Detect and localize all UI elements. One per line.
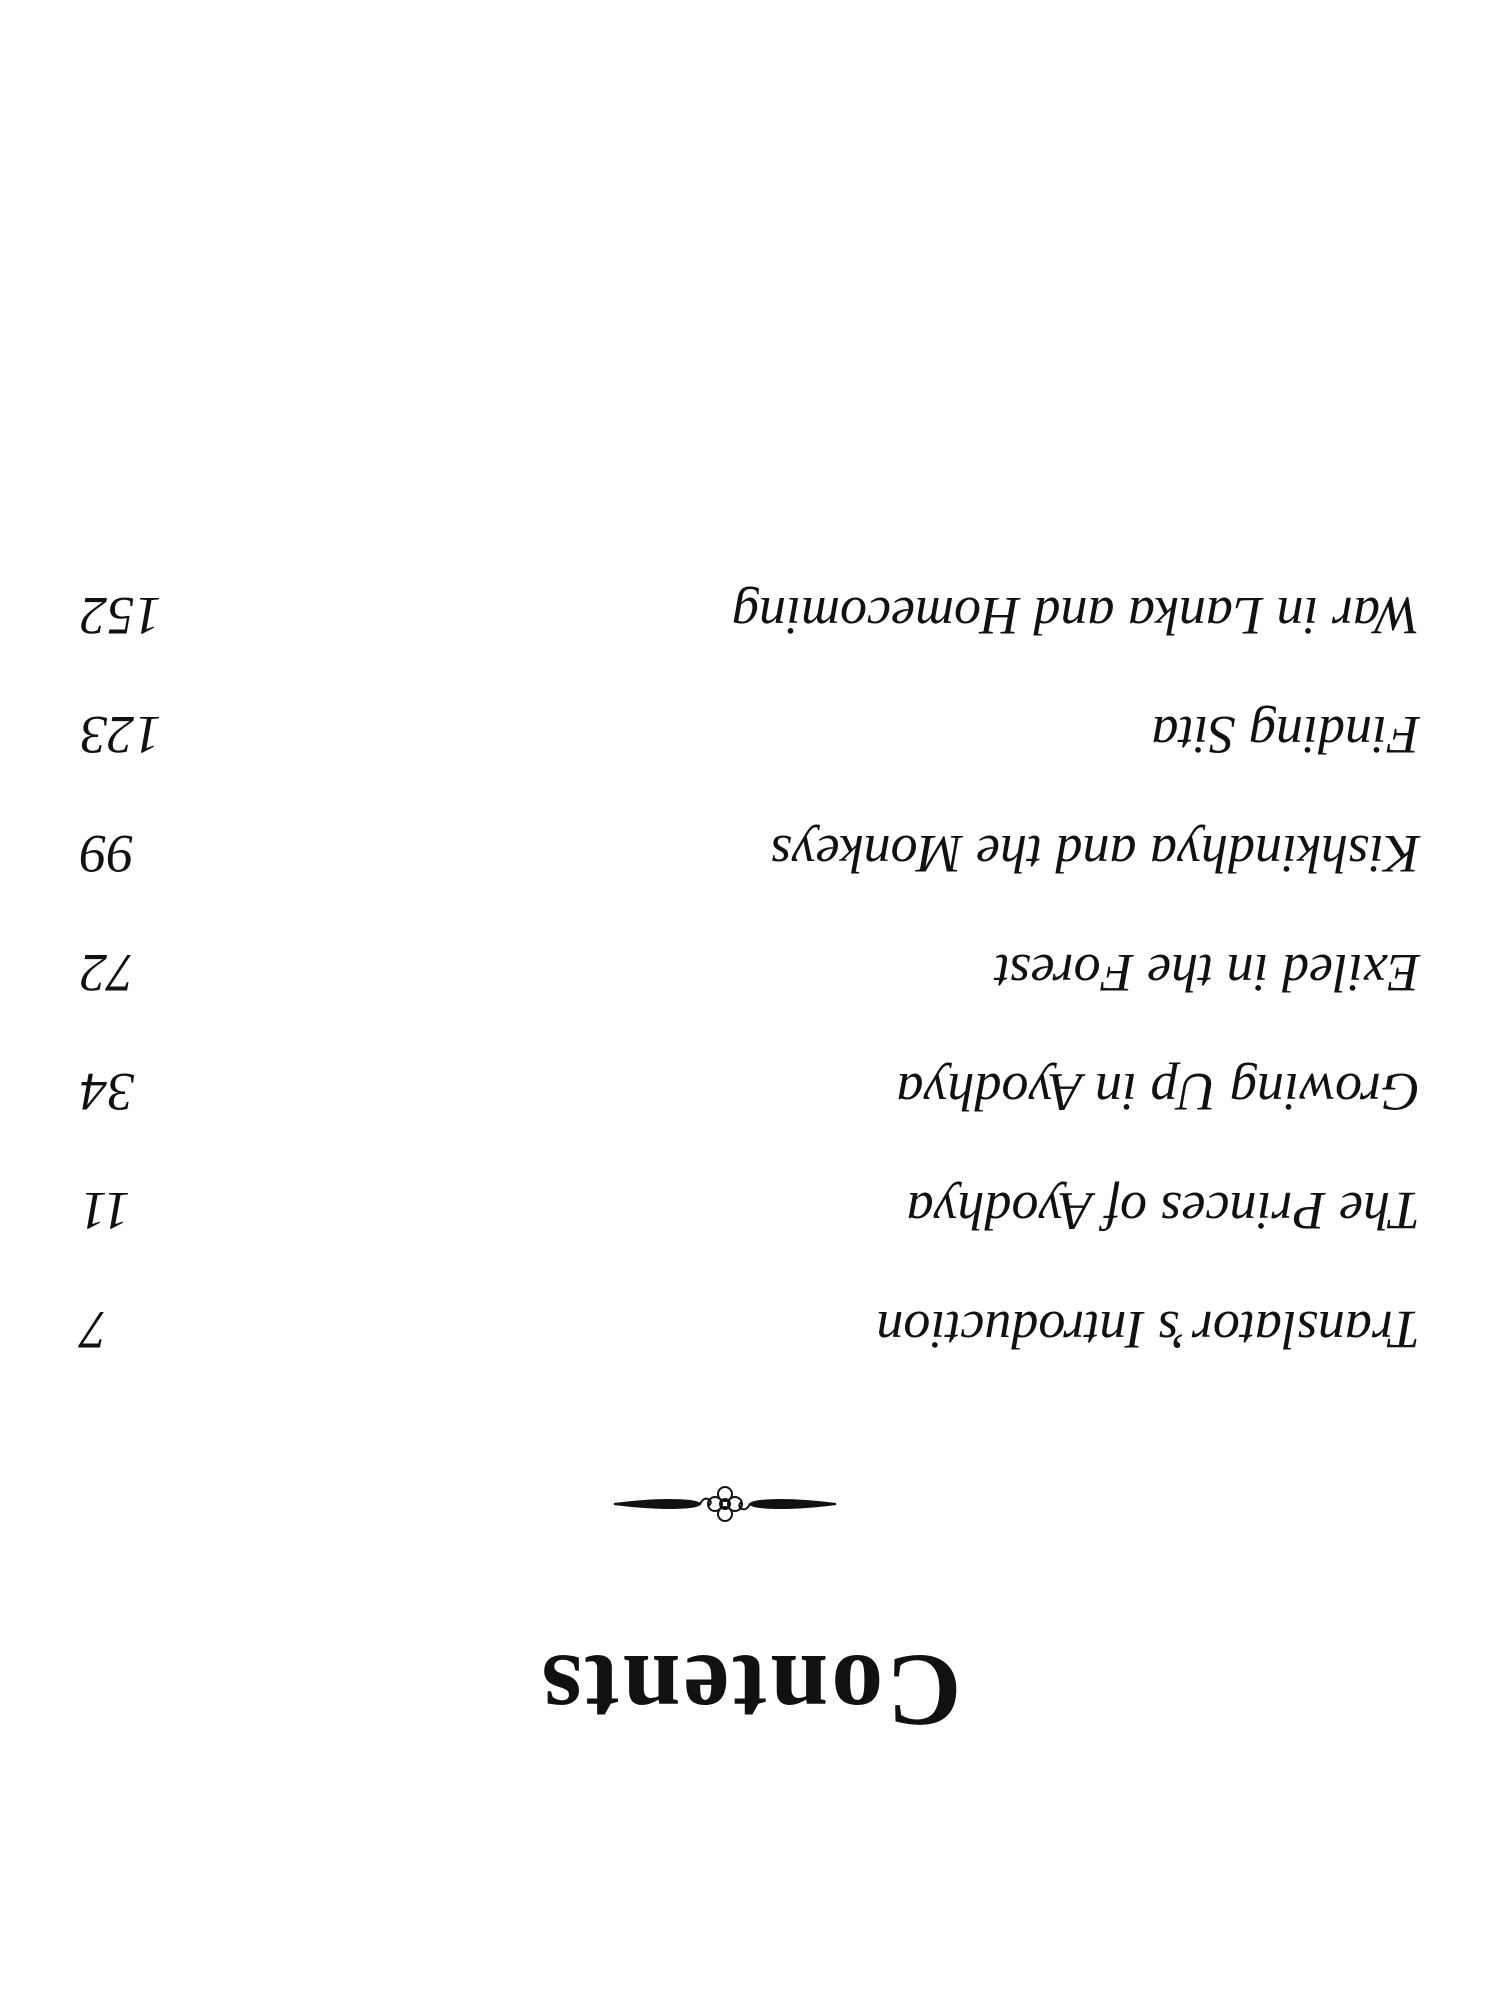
toc-entry-title: Exiled in the Forest: [994, 943, 1420, 1003]
toc-entry-title: Growing Up in Ayodhya: [896, 1062, 1420, 1122]
toc-entry-title: War in Lanka and Homecoming: [732, 586, 1420, 646]
toc-entry: [0, 928, 1500, 1008]
floral-divider-icon: [612, 1484, 838, 1524]
toc-entry-page: 34: [80, 1062, 134, 1122]
toc-entry: [0, 571, 1500, 651]
toc-entry-title: Finding Sita: [1151, 705, 1420, 765]
toc-entry-page: 99: [80, 824, 134, 884]
page-title: Contents: [538, 1633, 962, 1748]
toc-entry-page: 72: [80, 943, 134, 1003]
toc-entry: [0, 809, 1500, 889]
toc-entry-title: Translator’s Introduction: [876, 1300, 1420, 1360]
toc-entry: [0, 1285, 1500, 1365]
toc-entry-page: 123: [80, 705, 161, 765]
toc-entry: [0, 690, 1500, 770]
toc-entry: [0, 1166, 1500, 1246]
toc-entry-page: 7: [80, 1300, 107, 1360]
toc-entry-page: 11: [80, 1181, 130, 1241]
toc-entry-title: The Princes of Ayodhya: [906, 1181, 1420, 1241]
toc-entry: [0, 1047, 1500, 1127]
toc-entry-title: Kishkindhya and the Monkeys: [770, 824, 1420, 884]
toc-entry-page: 152: [80, 586, 161, 646]
